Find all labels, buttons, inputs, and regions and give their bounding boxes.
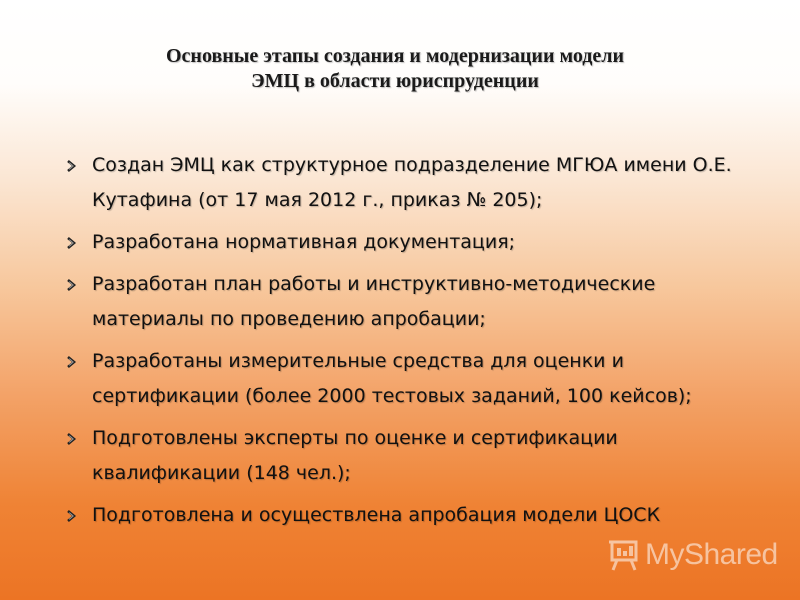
bullet-item: [64, 148, 764, 218]
bullet-line: материалы по проведению апробации;: [92, 308, 486, 330]
title-line-2: ЭМЦ в области юриспруденции: [251, 70, 539, 92]
bullet-item: [64, 498, 764, 533]
title-line-1: Основные этапы создания и модернизации модели: [166, 45, 624, 67]
arrow-bullet-icon: [66, 433, 78, 445]
bullet-line: сертификации (более 2000 тестовых заданий, 100 кейсов);: [92, 385, 692, 407]
bullet-item: [64, 344, 764, 414]
arrow-bullet-icon: [66, 356, 78, 368]
bullet-item: [64, 225, 764, 260]
arrow-bullet-icon: [66, 279, 78, 291]
arrow-bullet-icon: [66, 160, 78, 172]
watermark-text: MyShared: [645, 538, 778, 571]
bullet-item: [64, 421, 764, 491]
slide-title: [60, 44, 730, 94]
bullet-line: Создан ЭМЦ как структурное подразделение МГЮА имени О.Е.: [92, 154, 732, 176]
bullet-line: Разработан план работы и инструктивно-методические: [92, 273, 656, 295]
bullet-line: Разработана нормативная документация;: [92, 231, 516, 253]
bullet-line: Подготовлена и осуществлена апробация модели ЦОСК: [92, 504, 661, 526]
bullet-line: квалификации (148 чел.);: [92, 462, 351, 484]
arrow-bullet-icon: [66, 237, 78, 249]
arrow-bullet-icon: [66, 510, 78, 522]
bullet-item: [64, 267, 764, 337]
myshared-watermark: [607, 535, 778, 575]
bullet-line: Разработаны измерительные средства для оценки и: [92, 350, 624, 372]
bullet-list: [64, 148, 764, 540]
bullet-line: Кутафина (от 17 мая 2012 г., приказ № 205);: [92, 189, 543, 211]
bullet-line: Подготовлены эксперты по оценке и сертификации: [92, 427, 618, 449]
presentation-board-icon: [607, 538, 639, 572]
